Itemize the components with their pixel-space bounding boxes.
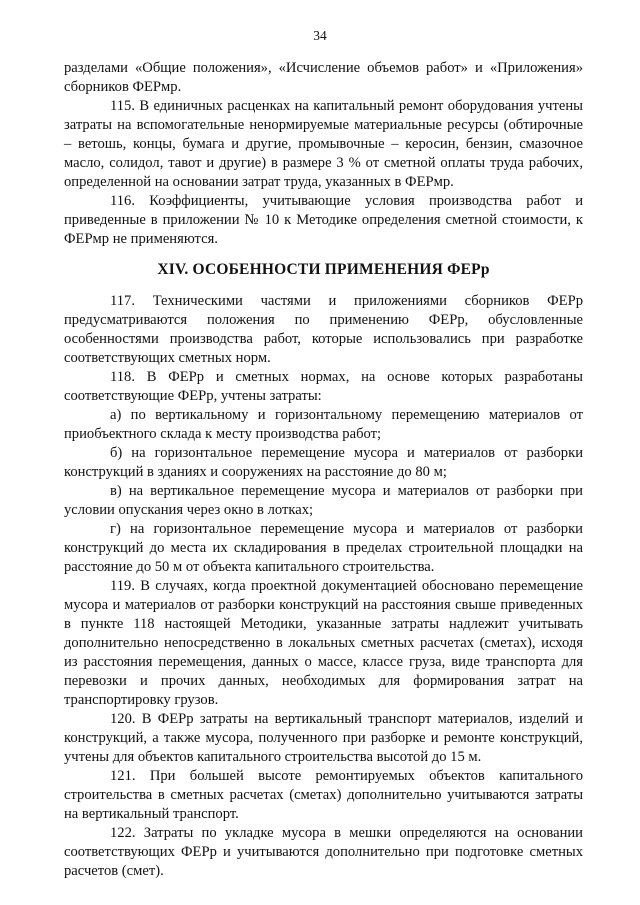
paragraph-119: 119. В случаях, когда проектной документацией обосновано перемещение мусора и материалов от разборки конструкций на расстояния свыше приведенных в пункте 118 настоящей Методики, указанные затраты надлежит учитывать дополнительно непосредственно в локальных сметных расчетах (сметах), исходя из расстояния перемещения, данных о массе, классе груза, виде транспорта для перевозки и прочих данных, необходимых для формирования затрат на транспортировку грузов. bbox=[64, 578, 583, 708]
paragraph-121: 121. При большей высоте ремонтируемых объектов капитального строительства в сметных расчетах (сметах) дополнительно учитываются затраты на вертикальный транспорт. bbox=[64, 768, 583, 822]
paragraph-116: 116. Коэффициенты, учитывающие условия производства работ и приведенные в приложении № 10 к Методике определения сметной стоимости, к ФЕРмр не применяются. bbox=[64, 193, 583, 247]
top-text-block bbox=[64, 59, 583, 249]
paragraph-118: 118. В ФЕРр и сметных нормах, на основе которых разработаны соответствующие ФЕРр, учтены затраты: bbox=[64, 369, 583, 404]
paragraph-118-item-d: г) на горизонтальное перемещение мусора и материалов от разборки конструкций до места их складирования в пределах строительной площадки на расстояние до 50 м от объекта капитального строительства. bbox=[64, 521, 583, 575]
paragraph-118-item-c: в) на вертикальное перемещение мусора и материалов от разборки при условии опускания через окно в лотках; bbox=[64, 483, 583, 518]
paragraph-117: 117. Техническими частями и приложениями сборников ФЕРр предусматриваются положения по применению ФЕРр, обусловленные особенностями производства работ, которые использовались при разработке соответствующих сметных норм. bbox=[64, 293, 583, 366]
paragraph-continuation: разделами «Общие положения», «Исчисление объемов работ» и «Приложения» сборников ФЕРмр. bbox=[64, 60, 583, 95]
section-heading: XIV. ОСОБЕННОСТИ ПРИМЕНЕНИЯ ФЕРр bbox=[157, 261, 490, 278]
paragraph-115: 115. В единичных расценках на капитальный ремонт оборудования учтены затраты на вспомогательные ненормируемые материальные ресурсы (обтирочные – ветошь, концы, бумага и другие, промывочные – керосин, бензин, смазочное масло, солидол, тавот и другие) в размере 3 % от сметной оплаты труда рабочих, определенной на основании затрат труда, указанных в ФЕРмр. bbox=[64, 98, 583, 190]
paragraph-118-item-a: а) по вертикальному и горизонтальному перемещению материалов от приобъектного склада к месту производства работ; bbox=[64, 407, 583, 442]
paragraph-122: 122. Затраты по укладке мусора в мешки определяются на основании соответствующих ФЕРр и учитываются дополнительно при подготовке сметных расчетов (смет). bbox=[64, 825, 583, 879]
main-text-block bbox=[64, 292, 583, 881]
paragraph-120: 120. В ФЕРр затраты на вертикальный транспорт материалов, изделий и конструкций, а также мусора, полученного при разборке и ремонте конструкций, учтены для объектов капитального строительства высотой до 15 м. bbox=[64, 711, 583, 765]
page-number: 34 bbox=[313, 28, 327, 43]
paragraph-118-item-b: б) на горизонтальное перемещение мусора и материалов от разборки конструкций в зданиях и сооружениях на расстояние до 80 м; bbox=[64, 445, 583, 480]
